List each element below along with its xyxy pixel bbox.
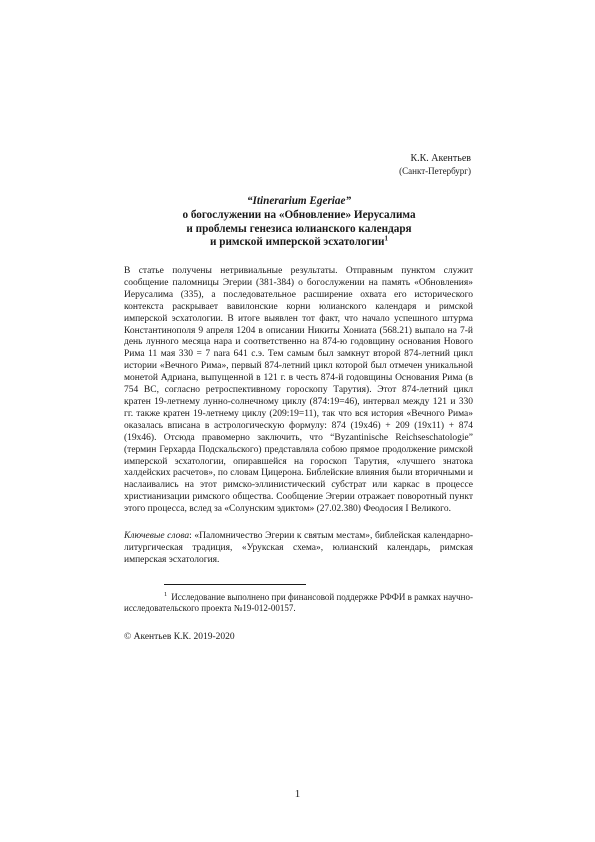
keywords-label: Ключевые слова — [124, 531, 190, 541]
title-line-2: о богослужении на «Обновление» Иерусалима — [182, 208, 416, 221]
article-title — [124, 195, 474, 250]
author-block — [399, 153, 471, 177]
page-number: 1 — [294, 788, 301, 800]
abstract — [124, 266, 473, 516]
author-name: К.К. Акентьев — [410, 153, 471, 164]
copyright: © Акентьев К.К. 2019-2020 — [124, 632, 235, 642]
author-affiliation: (Санкт-Петербург) — [399, 166, 471, 176]
footnote-text: Исследование выполнено при финансовой поддержке РФФИ в рамках научно-исследовательского проекта №19-012-00157. — [124, 592, 473, 613]
footnote-reference[interactable]: 1 — [384, 234, 388, 243]
footnote — [124, 592, 473, 614]
keywords — [124, 531, 473, 567]
title-line-4-text: и римской имперской эсхатологии — [210, 236, 385, 249]
footnote-number: 1 — [164, 591, 168, 598]
footnote-separator — [164, 584, 306, 585]
keywords-text: : «Паломничество Эгерии к святым местам», библейская календарно-литургическая традиция, «Урукская схема», юлианский календарь, римская имперская эсхатология. — [124, 531, 473, 565]
title-line-3: и проблемы генезиса юлианского календаря — [186, 222, 412, 235]
title-line-1: “Itinerarium Egeriae” — [246, 195, 352, 207]
abstract-text: В статье получены нетривиальные результаты. Отправным пунктом служит сообщение паломницы Эгерии (381-384) о богослужении на память «Обновления» Иерусалима (335), а последовательное расширение охвата его исторического контекста раскрывает вавилонские корни юлианского календаря и римской имперской эсхатологии. В итоге выявлен тот факт, что начало успешного штурма Константинополя 9 апреля 1204 в описании Никиты Хониата (568.21) выпало на 7-й день лунного месяца нара и соответственно на 874-ю годовщину основания Нового Рима 11 мая 330 = 7 nara 641 с.э. Тем самым был замкнут второй 874-летний цикл истории «Вечного Рима», первый 874-летний цикл которой был отмечен уникальной монетой Адриана, выпущенной в 121 г. в честь 874-й годовщины Основания Рима (в 754 BC, согласно ретроспективному гороскопу Тарутия). Этот 874-летний цикл кратен 19-летнему лунно-солнечному циклу (874:19=46), интервал между 121 и 330 гг. также кратен 19-летнему циклу (209:19=11), так что вся история «Вечного Рима» оказалась вписана в астрологическую формулу: 874 (19x46) + 209 (19x11) + 874 (19x46). Отсюда правомерно заключить, что “Byzantinische Reichseschatologie” (термин Герхарда Подскальского) представляла собою прямое продолжение римской имперской эсхатологии, опиравшейся на гороскоп Тарутия, «лучшего знатока халдейских расчетов», по словам Цицерона. Библейские влияния были вторичными и наслаивались на этот римско-эллинистический субстрат или каркас в процессе христианизации римского общества. Сообщение Эгерии отражает поворотный пункт этого процесса, вслед за «Солунским эдиктом» (27.02.380) Феодосия I Великого. — [124, 266, 473, 515]
title-line-4 — [124, 236, 474, 250]
